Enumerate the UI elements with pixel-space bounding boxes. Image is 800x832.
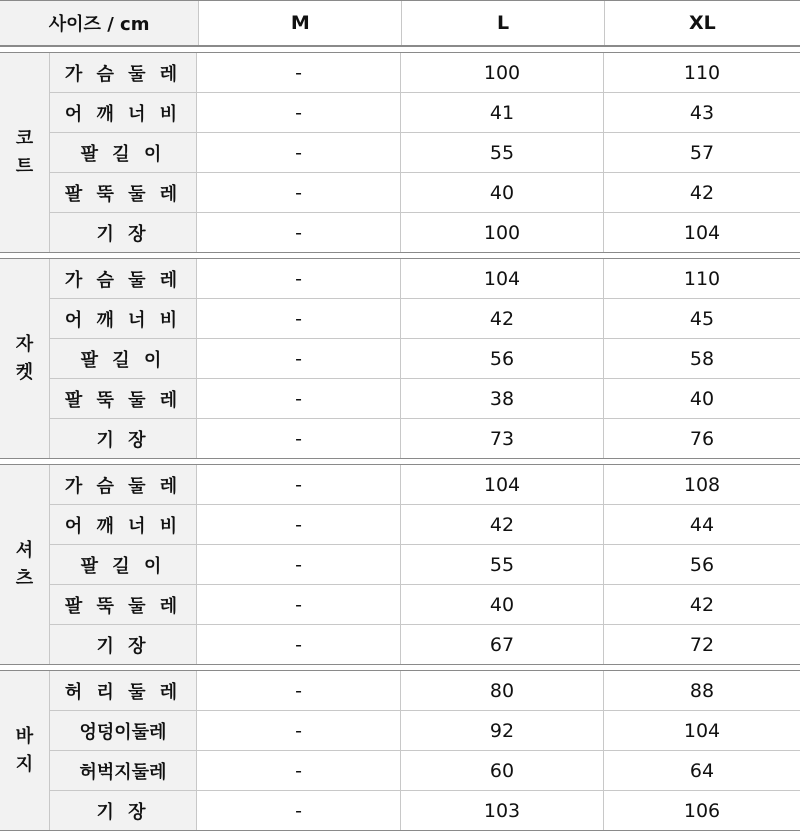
measurement-label: 어 깨 너 비 bbox=[50, 299, 197, 338]
table-row bbox=[50, 133, 800, 173]
table-bottom-border bbox=[0, 830, 800, 831]
value-cell-m: - bbox=[197, 213, 401, 252]
value-cell-xl: 72 bbox=[689, 633, 715, 656]
value-cell-m: - bbox=[197, 751, 401, 790]
group-name: 자켓 bbox=[15, 333, 34, 383]
group-name-cell bbox=[0, 53, 50, 252]
table-row bbox=[50, 339, 800, 379]
table-row bbox=[50, 299, 800, 339]
value-cell-xl: 108 bbox=[683, 473, 721, 496]
measurement-label: 기 장 bbox=[50, 791, 197, 830]
table-row bbox=[50, 711, 800, 751]
measurement-label: 기 장 bbox=[50, 213, 197, 252]
measurement-label: 허벅지둘레 bbox=[50, 751, 197, 790]
group-name-cell bbox=[0, 259, 50, 458]
table-row bbox=[50, 93, 800, 133]
value-cell-m: - bbox=[197, 53, 401, 92]
table-body bbox=[0, 46, 800, 831]
value-cell-l: 38 bbox=[401, 379, 604, 418]
value-cell-xl: 56 bbox=[689, 553, 715, 576]
value-cell-m: - bbox=[197, 93, 401, 132]
group-rows bbox=[50, 465, 800, 664]
value-cell-l: 80 bbox=[401, 671, 604, 710]
measurement-label: 팔 뚝 둘 레 bbox=[50, 379, 197, 418]
value-cell-m: - bbox=[197, 133, 401, 172]
measurement-label: 가 슴 둘 레 bbox=[50, 465, 197, 504]
group-separator bbox=[0, 46, 800, 53]
group-name-cell bbox=[0, 465, 50, 664]
header-size-m: M bbox=[199, 1, 402, 45]
value-cell-l: 40 bbox=[401, 585, 604, 624]
value-cell-xl: 88 bbox=[689, 679, 715, 702]
measurement-label: 기 장 bbox=[50, 419, 197, 458]
value-cell-xl: 42 bbox=[689, 181, 715, 204]
table-row bbox=[50, 379, 800, 419]
value-cell-xl: 44 bbox=[689, 513, 715, 536]
value-cell-xl: 42 bbox=[689, 593, 715, 616]
value-cell-m: - bbox=[197, 339, 401, 378]
measurement-label: 팔 뚝 둘 레 bbox=[50, 585, 197, 624]
value-cell-l: 103 bbox=[401, 791, 604, 830]
table-row bbox=[50, 259, 800, 299]
group-jacket bbox=[0, 259, 800, 458]
value-cell-m: - bbox=[197, 299, 401, 338]
measurement-label: 엉덩이둘레 bbox=[50, 711, 197, 750]
value-cell-m: - bbox=[197, 791, 401, 830]
value-cell-l: 104 bbox=[401, 465, 604, 504]
value-cell-m: - bbox=[197, 379, 401, 418]
table-row bbox=[50, 585, 800, 625]
measurement-label: 가 슴 둘 레 bbox=[50, 53, 197, 92]
group-rows bbox=[50, 671, 800, 830]
value-cell-m: - bbox=[197, 465, 401, 504]
measurement-label: 팔 뚝 둘 레 bbox=[50, 173, 197, 212]
value-cell-l: 42 bbox=[401, 505, 604, 544]
value-cell-m: - bbox=[197, 711, 401, 750]
measurement-label: 어 깨 너 비 bbox=[50, 93, 197, 132]
header-corner-cell: 사이즈 / cm bbox=[0, 1, 199, 45]
value-cell-l: 60 bbox=[401, 751, 604, 790]
value-cell-m: - bbox=[197, 545, 401, 584]
value-cell-m: - bbox=[197, 173, 401, 212]
table-row bbox=[50, 213, 800, 252]
value-cell-l: 42 bbox=[401, 299, 604, 338]
group-coat bbox=[0, 53, 800, 252]
table-row bbox=[50, 671, 800, 711]
value-cell-l: 41 bbox=[401, 93, 604, 132]
group-name: 셔츠 bbox=[15, 539, 34, 589]
value-cell-xl: 104 bbox=[683, 221, 721, 244]
value-cell-l: 100 bbox=[401, 53, 604, 92]
table-row bbox=[50, 419, 800, 458]
group-name: 바지 bbox=[15, 725, 34, 775]
value-cell-xl: 43 bbox=[689, 101, 715, 124]
measurement-label: 팔 길 이 bbox=[50, 545, 197, 584]
value-cell-xl: 45 bbox=[689, 307, 715, 330]
value-cell-m: - bbox=[197, 419, 401, 458]
value-cell-l: 55 bbox=[401, 545, 604, 584]
value-cell-xl: 106 bbox=[683, 799, 721, 822]
value-cell-l: 104 bbox=[401, 259, 604, 298]
measurement-label: 허 리 둘 레 bbox=[50, 671, 197, 710]
measurement-label: 팔 길 이 bbox=[50, 133, 197, 172]
value-cell-xl: 110 bbox=[683, 61, 721, 84]
value-cell-xl: 58 bbox=[689, 347, 715, 370]
measurement-label: 기 장 bbox=[50, 625, 197, 664]
group-shirt bbox=[0, 465, 800, 664]
value-cell-l: 40 bbox=[401, 173, 604, 212]
table-header-row bbox=[0, 0, 800, 46]
value-cell-m: - bbox=[197, 671, 401, 710]
value-cell-l: 56 bbox=[401, 339, 604, 378]
group-rows bbox=[50, 53, 800, 252]
value-cell-l: 100 bbox=[401, 213, 604, 252]
header-size-l: L bbox=[402, 1, 604, 45]
value-cell-m: - bbox=[197, 625, 401, 664]
value-cell-m: - bbox=[197, 585, 401, 624]
value-cell-m: - bbox=[197, 259, 401, 298]
value-cell-l: 67 bbox=[401, 625, 604, 664]
value-cell-m: - bbox=[197, 505, 401, 544]
table-row bbox=[50, 173, 800, 213]
group-separator bbox=[0, 252, 800, 259]
group-pants bbox=[0, 671, 800, 830]
table-row bbox=[50, 791, 800, 830]
group-separator bbox=[0, 664, 800, 671]
value-cell-xl: 110 bbox=[683, 267, 721, 290]
value-cell-xl: 76 bbox=[689, 427, 715, 450]
measurement-label: 어 깨 너 비 bbox=[50, 505, 197, 544]
value-cell-xl: 57 bbox=[689, 141, 715, 164]
value-cell-xl: 104 bbox=[683, 719, 721, 742]
table-row bbox=[50, 545, 800, 585]
value-cell-l: 55 bbox=[401, 133, 604, 172]
value-cell-l: 92 bbox=[401, 711, 604, 750]
value-cell-xl: 64 bbox=[689, 759, 715, 782]
group-name-cell bbox=[0, 671, 50, 830]
measurement-label: 팔 길 이 bbox=[50, 339, 197, 378]
value-cell-xl: 40 bbox=[689, 387, 715, 410]
table-row bbox=[50, 505, 800, 545]
table-row bbox=[50, 465, 800, 505]
value-cell-l: 73 bbox=[401, 419, 604, 458]
table-row bbox=[50, 625, 800, 664]
group-separator bbox=[0, 458, 800, 465]
header-size-xl: XL bbox=[688, 12, 716, 34]
table-row bbox=[50, 751, 800, 791]
group-rows bbox=[50, 259, 800, 458]
group-name: 코트 bbox=[15, 127, 34, 177]
measurement-label: 가 슴 둘 레 bbox=[50, 259, 197, 298]
table-row bbox=[50, 53, 800, 93]
